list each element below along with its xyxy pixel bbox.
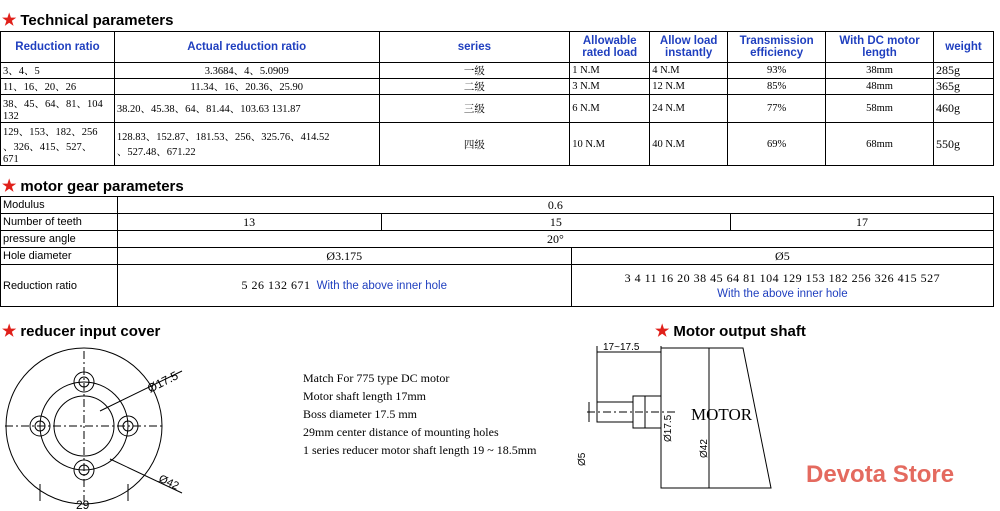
motor-gear-table xyxy=(0,196,994,307)
cell: 3.3684、4、5.0909 xyxy=(114,63,379,79)
header-series: series xyxy=(379,32,570,63)
header-actual-ratio: Actual reduction ratio xyxy=(114,32,379,63)
header-instant-load: Allow load instantly xyxy=(650,32,728,63)
cell: 460g xyxy=(933,95,993,123)
dim-boss-label: Ø17.5 xyxy=(663,414,674,442)
cell: 4 N.M xyxy=(650,63,728,79)
technical-parameters-title: ★ Technical parameters xyxy=(2,12,174,29)
cell: 3、4、5 xyxy=(1,63,115,79)
dim-shaft-label: Ø5 xyxy=(577,452,588,466)
motor-shaft-drawing xyxy=(575,338,795,498)
cell: 12 N.M xyxy=(650,79,728,95)
teeth-label: Number of teeth xyxy=(1,214,118,231)
technical-parameters-table xyxy=(0,31,994,166)
dim-circle-label: Ø17.5 xyxy=(145,368,181,396)
cell: 3 N.M xyxy=(570,79,650,95)
cell: 38、45、64、81、104 132 xyxy=(1,95,115,123)
teeth-value: 17 xyxy=(731,214,994,231)
hole-value: Ø5 xyxy=(571,248,993,265)
ratio-right-values: 3 4 11 16 20 38 45 64 81 104 129 153 182 256 326 415 527 xyxy=(624,270,941,285)
cell: 550g xyxy=(933,123,993,166)
cell: 11.34、16、20.36、25.90 xyxy=(114,79,379,95)
pressure-label: pressure angle xyxy=(1,231,118,248)
table-row xyxy=(1,197,994,214)
motor-shaft-title: ★ Motor output shaft xyxy=(655,323,806,340)
note-line: Motor shaft length 17mm xyxy=(303,389,426,403)
ratio-left-values: 5 26 132 671 xyxy=(241,278,311,292)
note-line: 1 series reducer motor shaft length 19 ~ 18.5mm xyxy=(303,443,537,457)
modulus-label: Modulus xyxy=(1,197,118,214)
table-row xyxy=(1,79,994,95)
dim-outer-label: Ø42 xyxy=(156,472,181,493)
pressure-value: 20° xyxy=(117,231,993,248)
cell: 11、16、20、26 xyxy=(1,79,115,95)
cell: 三级 xyxy=(379,95,570,123)
teeth-value: 13 xyxy=(117,214,381,231)
table-row xyxy=(1,63,994,79)
teeth-value: 15 xyxy=(381,214,730,231)
cell: 10 N.M xyxy=(570,123,650,166)
hole-label: Hole diameter xyxy=(1,248,118,265)
cell: 128.83、152.87、181.53、256、325.76、414.52 、527.48、671.22 xyxy=(114,123,379,166)
cell: 48mm xyxy=(826,79,934,95)
note-line: Match For 775 type DC motor xyxy=(303,371,450,385)
cell: 24 N.M xyxy=(650,95,728,123)
cell: 129、153、182、256 、326、415、527、 671 xyxy=(1,123,115,166)
star-icon: ★ xyxy=(2,323,17,340)
table-row xyxy=(1,265,994,307)
cover-notes xyxy=(303,369,536,459)
cell: 38mm xyxy=(826,63,934,79)
reducer-cover-title: ★ reducer input cover xyxy=(2,323,161,340)
ratio-right-cell xyxy=(571,265,993,307)
ratio-left-cell xyxy=(117,265,571,307)
motor-gear-title: ★ motor gear parameters xyxy=(2,178,184,195)
cell: 93% xyxy=(728,63,826,79)
table-row xyxy=(1,123,994,166)
table-row xyxy=(1,231,994,248)
cell: 6 N.M xyxy=(570,95,650,123)
cell: 38.20、45.38、64、81.44、103.63 131.87 xyxy=(114,95,379,123)
reducer-cover-drawing xyxy=(0,341,220,511)
header-motor-length: With DC motor length xyxy=(826,32,934,63)
dim-body-label: Ø42 xyxy=(699,439,710,458)
star-icon: ★ xyxy=(655,323,670,340)
header-weight: weight xyxy=(933,32,993,63)
table-row xyxy=(1,214,994,231)
cell: 四级 xyxy=(379,123,570,166)
motor-label: MOTOR xyxy=(691,405,753,424)
cell: 68mm xyxy=(826,123,934,166)
table-row xyxy=(1,248,994,265)
header-reduction-ratio: Reduction ratio xyxy=(1,32,115,63)
watermark: Devota Store xyxy=(806,461,955,488)
header-efficiency: Transmission efficiency xyxy=(728,32,826,63)
modulus-value: 0.6 xyxy=(117,197,993,214)
ratio-right-note: With the above inner hole xyxy=(717,287,848,300)
cell: 69% xyxy=(728,123,826,166)
table-row xyxy=(1,95,994,123)
ratio-left-note: With the above inner hole xyxy=(316,280,448,292)
star-icon: ★ xyxy=(2,178,17,195)
star-icon: ★ xyxy=(2,12,17,29)
note-line: 29mm center distance of mounting holes xyxy=(303,425,499,439)
hole-value: Ø3.175 xyxy=(117,248,571,265)
dim-length-label: 17~17.5 xyxy=(603,342,640,353)
note-line: Boss diameter 17.5 mm xyxy=(303,407,417,421)
cell: 365g xyxy=(933,79,993,95)
cell: 一级 xyxy=(379,63,570,79)
cell: 40 N.M xyxy=(650,123,728,166)
table-header-row xyxy=(1,32,994,63)
cell: 1 N.M xyxy=(570,63,650,79)
cell: 58mm xyxy=(826,95,934,123)
cell: 85% xyxy=(728,79,826,95)
ratio-label: Reduction ratio xyxy=(1,265,118,307)
cell: 二级 xyxy=(379,79,570,95)
header-rated-load: Allowable rated load xyxy=(570,32,650,63)
cell: 285g xyxy=(933,63,993,79)
dim-spacing-label: 29 xyxy=(76,498,90,511)
cell: 77% xyxy=(728,95,826,123)
